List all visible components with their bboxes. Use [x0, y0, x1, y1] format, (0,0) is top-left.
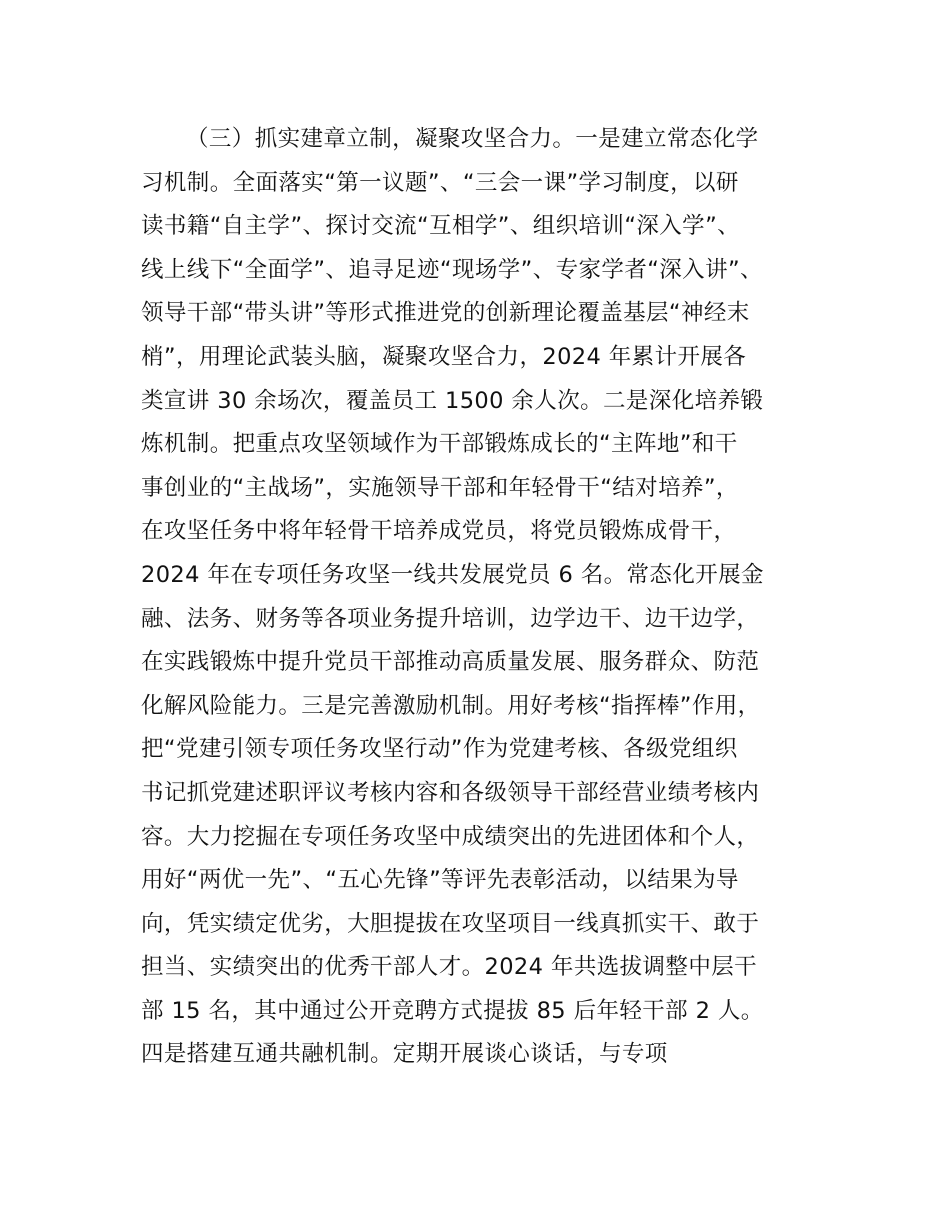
text-line: 容。大力挖掘在专项任务攻坚中成绩突出的先进团体和个人， — [141, 823, 760, 850]
text-line: 在实践锻炼中提升党员干部推动高质量发展、服务群众、防范 — [141, 649, 760, 676]
text-line: 梢”，用理论武装头脑，凝聚攻坚合力，2024 年累计开展各 — [141, 343, 747, 370]
text-line: 事创业的“主战场”，实施领导干部和年轻骨干“结对培养”， — [141, 474, 739, 501]
text-line: 2024 年在专项任务攻坚一线共发展党员 6 名。常态化开展金 — [141, 561, 764, 588]
text-line: 习机制。全面落实“第一议题”、“三会一课”学习制度，以研 — [141, 169, 739, 196]
text-line: 四是搭建互通共融机制。定期开展谈心谈话，与专项 — [141, 1041, 668, 1068]
text-line: 化解风险能力。三是完善激励机制。用好考核“指挥棒”作用， — [141, 692, 761, 719]
text-line: 炼机制。把重点攻坚领域作为干部锻炼成长的“主阵地”和干 — [141, 431, 738, 458]
body-paragraph — [141, 118, 841, 1077]
text-line: 领导干部“带头讲”等形式推进党的创新理论覆盖基层“神经末 — [141, 300, 750, 327]
text-line: 线上线下“全面学”、追寻足迹“现场学”、专家学者“深入讲”、 — [141, 256, 763, 283]
text-line: 书记抓党建述职评议考核内容和各级领导干部经营业绩考核内 — [141, 779, 760, 806]
text-line: 担当、实绩突出的优秀干部人才。2024 年共选拔调整中层干 — [141, 954, 758, 981]
text-line: 向，凭实绩定优劣，大胆提拔在攻坚项目一线真抓实干、敢于 — [141, 910, 760, 937]
text-line: 把“党建引领专项任务攻坚行动”作为党建考核、各级党组织 — [141, 736, 738, 763]
text-line: 部 15 名，其中通过公开竞聘方式提拔 85 后年轻干部 2 人。 — [141, 997, 764, 1024]
text-line: （三）抓实建章立制，凝聚攻坚合力。一是建立常态化学 — [186, 126, 759, 152]
text-line: 读书籍“自主学”、探讨交流“互相学”、组织培训“深入学”、 — [141, 213, 741, 240]
text-line: 融、法务、财务等各项业务提升培训，边学边干、边干边学， — [141, 605, 760, 632]
text-line: 用好“两优一先”、“五心先锋”等评先表彰活动，以结果为导 — [141, 867, 739, 894]
text-line: 在攻坚任务中将年轻骨干培养成党员，将党员锻炼成骨干， — [141, 518, 737, 545]
text-line: 类宣讲 30 余场次，覆盖员工 1500 余人次。二是深化培养锻 — [141, 387, 764, 414]
